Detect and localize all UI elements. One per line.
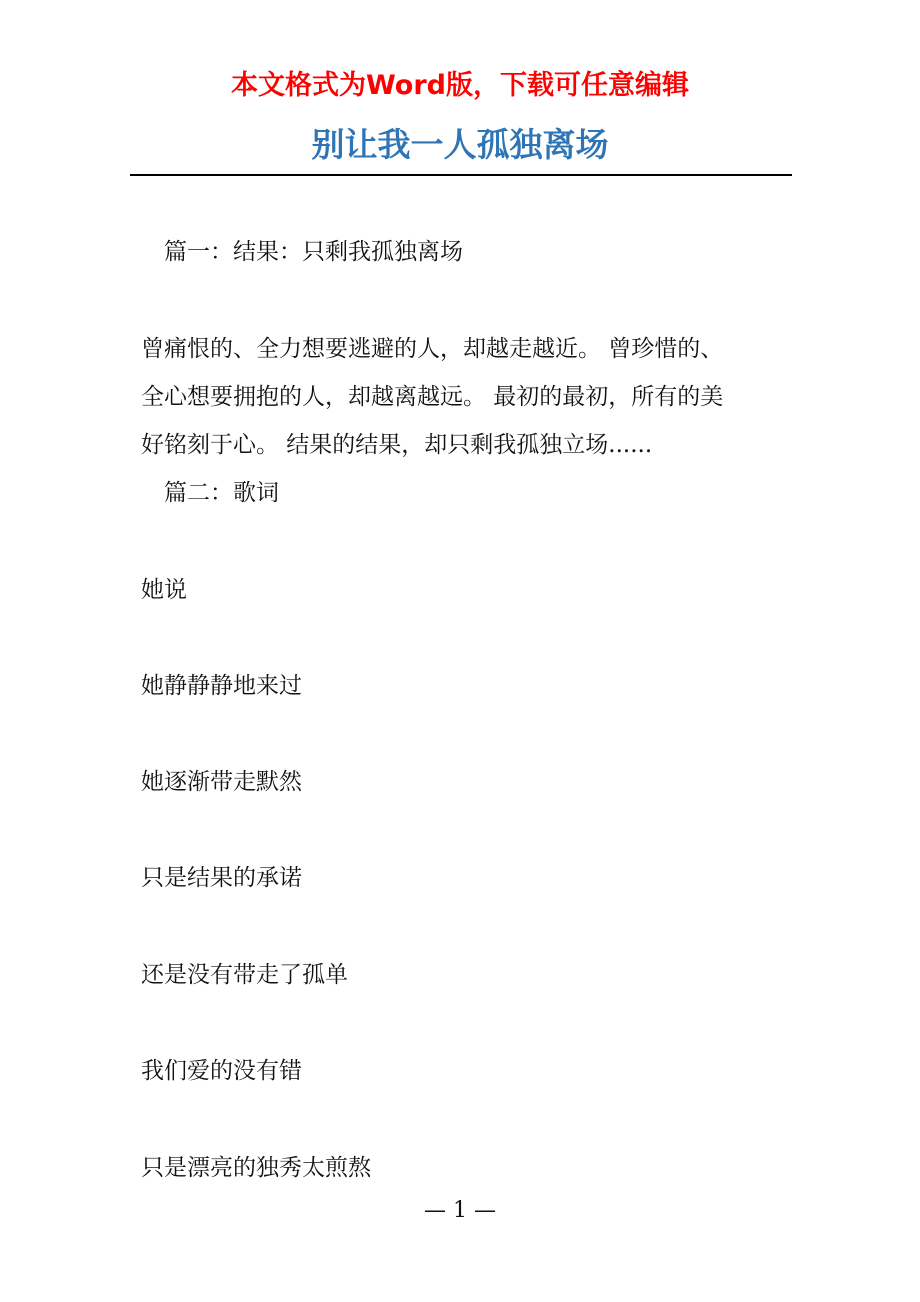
- paragraph-line: 全心想要拥抱的人，却越离越远。 最初的最初，所有的美: [141, 384, 724, 410]
- paragraph-line: 好铭刻于心。 结果的结果，却只剩我孤独立场......: [141, 432, 653, 458]
- page-number: — 1 —: [424, 1198, 496, 1223]
- lyric-line: 她静静静地来过: [141, 673, 302, 699]
- lyric-line: 她逐渐带走默然: [141, 769, 302, 795]
- section-heading-2: 篇二：歌词: [164, 480, 279, 506]
- lyric-line: 还是没有带走了孤单: [141, 962, 348, 988]
- lyric-line: 只是漂亮的独秀太煎熬: [141, 1155, 371, 1181]
- lyric-line: 她说: [141, 577, 187, 603]
- lyric-line: 只是结果的承诺: [141, 865, 302, 891]
- title-divider: [130, 174, 792, 176]
- document-title: 别让我一人孤独离场: [311, 125, 609, 164]
- format-notice: 本文格式为Word版，下载可任意编辑: [230, 70, 689, 101]
- paragraph-line: 曾痛恨的、全力想要逃避的人，却越走越近。 曾珍惜的、: [141, 336, 724, 362]
- lyric-line: 我们爱的没有错: [141, 1058, 302, 1084]
- section-heading-1: 篇一：结果：只剩我孤独离场: [164, 239, 463, 265]
